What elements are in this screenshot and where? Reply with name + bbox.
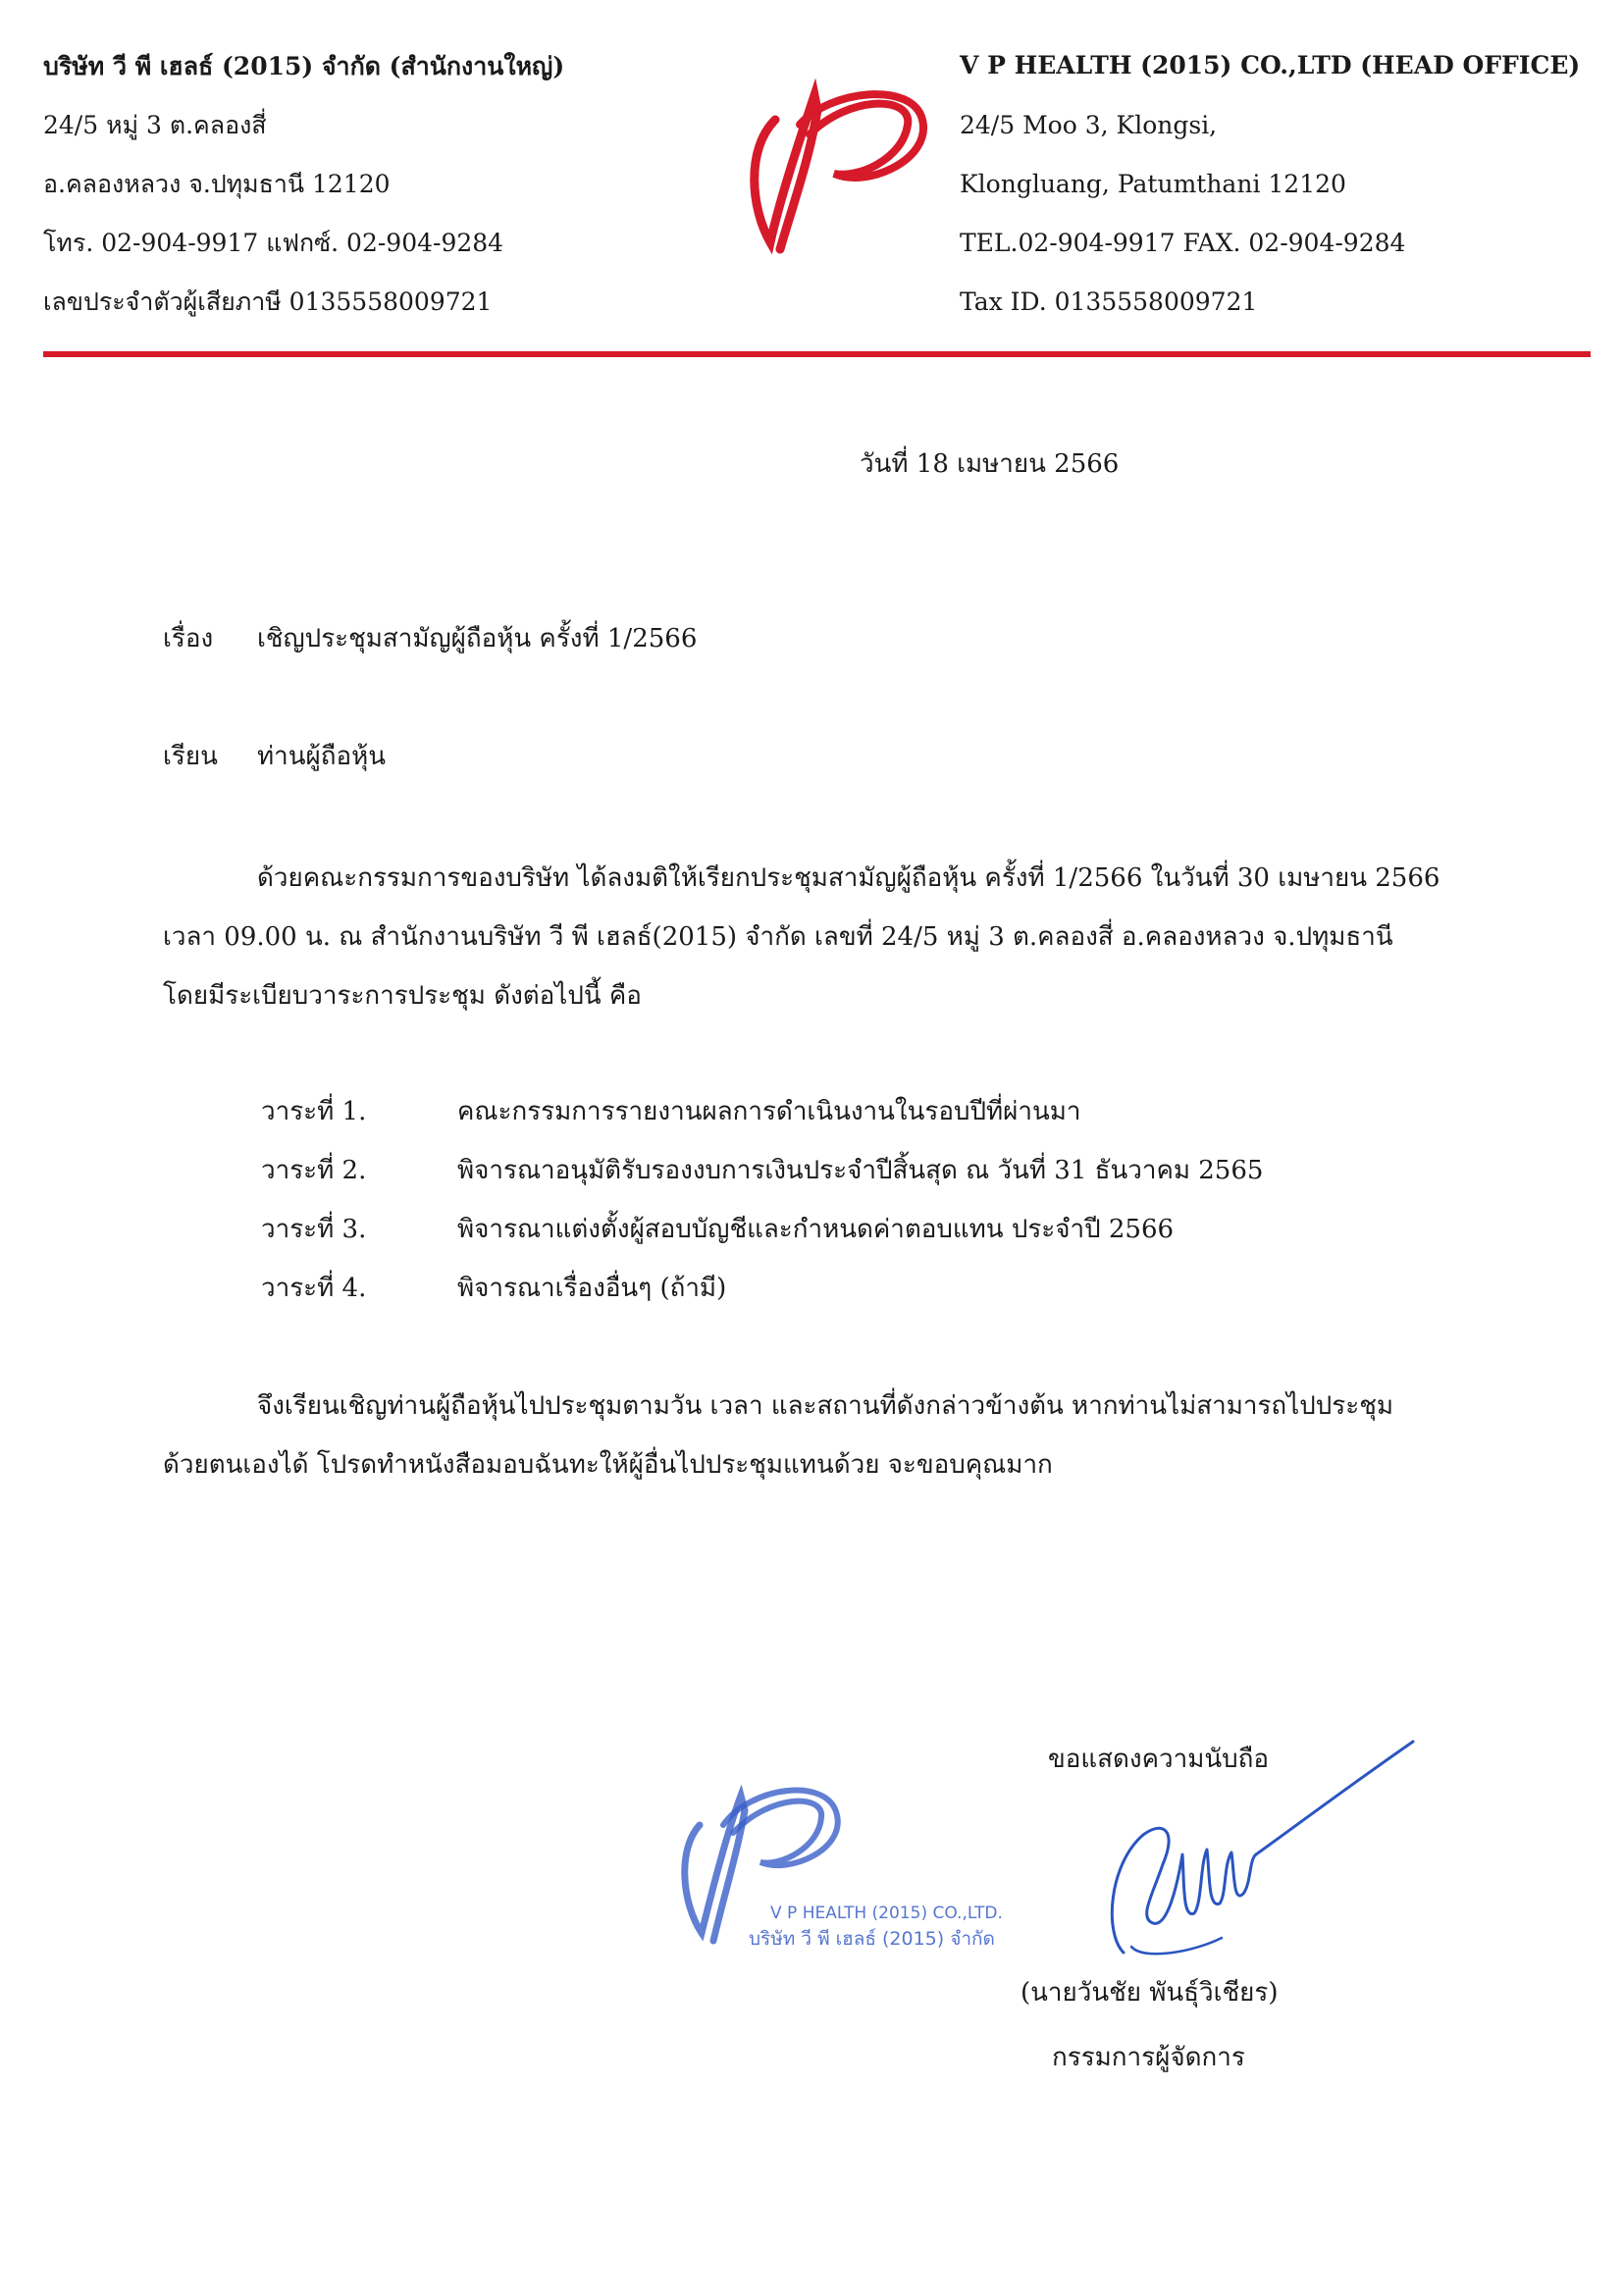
agenda-item-label: วาระที่ 2. — [261, 1156, 367, 1185]
paragraph1-line3: โดยมีระเบียบวาระการประชุม ดังต่อไปนี้ คือ — [163, 981, 642, 1011]
tax-id-en: Tax ID. 0135558009721 — [960, 287, 1258, 316]
agenda-item-text: พิจารณาอนุมัติรับรองงบการเงินประจำปีสิ้นสุด ณ วันที่ 31 ธันวาคม 2565 — [457, 1156, 1264, 1185]
signer-name: (นายวันชัย พันธุ์วิเชียร) — [1021, 1978, 1279, 2008]
company-stamp-icon — [672, 1756, 1065, 1953]
agenda-item-text: คณะกรรมการรายงานผลการดำเนินงานในรอบปีที่ผ่านมา — [457, 1097, 1081, 1126]
phone-fax-en: TEL.02-904-9917 FAX. 02-904-9284 — [960, 229, 1406, 257]
stamp-text-th: บริษัท วี พี เฮลธ์ (2015) จำกัด — [749, 1928, 995, 1950]
agenda-item-text: พิจารณาแต่งตั้งผู้สอบบัญชีและกำหนดค่าตอบแทน ประจำปี 2566 — [457, 1215, 1175, 1244]
address-line2-en: Klongluang, Patumthani 12120 — [960, 170, 1346, 198]
paragraph2-line2: ด้วยตนเองได้ โปรดทำหนังสือมอบฉันทะให้ผู้อื่นไปประชุมแทนด้วย จะขอบคุณมาก — [163, 1450, 1053, 1480]
signer-title: กรรมการผู้จัดการ — [1052, 2043, 1245, 2072]
paragraph2-line1: จึงเรียนเชิญท่านผู้ถือหุ้นไปประชุมตามวัน เวลา และสถานที่ดังกล่าวข้างต้น หากท่านไม่สามารถไปประชุม — [257, 1391, 1393, 1421]
stamp-text-en: V P HEALTH (2015) CO.,LTD. — [770, 1904, 1003, 1923]
company-name-en: V P HEALTH (2015) CO.,LTD (HEAD OFFICE) — [960, 51, 1581, 79]
subject-text: เชิญประชุมสามัญผู้ถือหุ้น ครั้งที่ 1/2566 — [257, 624, 698, 653]
header-divider — [43, 351, 1591, 357]
paragraph1-line1: ด้วยคณะกรรมการของบริษัท ได้ลงมติให้เรียกประชุมสามัญผู้ถือหุ้น ครั้งที่ 1/2566 ในวันที่ 30 เมษายน 2566 — [257, 863, 1440, 893]
vp-logo-icon — [741, 80, 947, 267]
agenda-item-text: พิจารณาเรื่องอื่นๆ (ถ้ามี) — [457, 1274, 727, 1303]
signature-icon — [1084, 1737, 1418, 1972]
company-name-th: บริษัท วี พี เฮลธ์ (2015) จำกัด (สำนักงานใหญ่) — [43, 52, 565, 80]
to-label: เรียน — [163, 742, 218, 771]
address-line2-th: อ.คลองหลวง จ.ปทุมธานี 12120 — [43, 170, 391, 198]
tax-id-th: เลขประจำตัวผู้เสียภาษี 0135558009721 — [43, 287, 493, 316]
agenda-item-label: วาระที่ 1. — [261, 1097, 367, 1126]
agenda-item-label: วาระที่ 4. — [261, 1274, 367, 1303]
address-line1-en: 24/5 Moo 3, Klongsi, — [960, 111, 1218, 139]
phone-fax-th: โทร. 02-904-9917 แฟกซ์. 02-904-9284 — [43, 229, 504, 257]
to-text: ท่านผู้ถือหุ้น — [257, 742, 387, 771]
paragraph1-line2: เวลา 09.00 น. ณ สำนักงานบริษัท วี พี เฮลธ์(2015) จำกัด เลขที่ 24/5 หมู่ 3 ต.คลองสี่ อ.คลองหลวง จ.ปทุมธานี — [163, 922, 1393, 952]
letter-date: วันที่ 18 เมษายน 2566 — [860, 449, 1120, 479]
address-line1-th: 24/5 หมู่ 3 ต.คลองสี่ — [43, 111, 267, 139]
agenda-item-label: วาระที่ 3. — [261, 1215, 367, 1244]
subject-label: เรื่อง — [163, 624, 214, 653]
closing-text: ขอแสดงความนับถือ — [1048, 1745, 1269, 1774]
